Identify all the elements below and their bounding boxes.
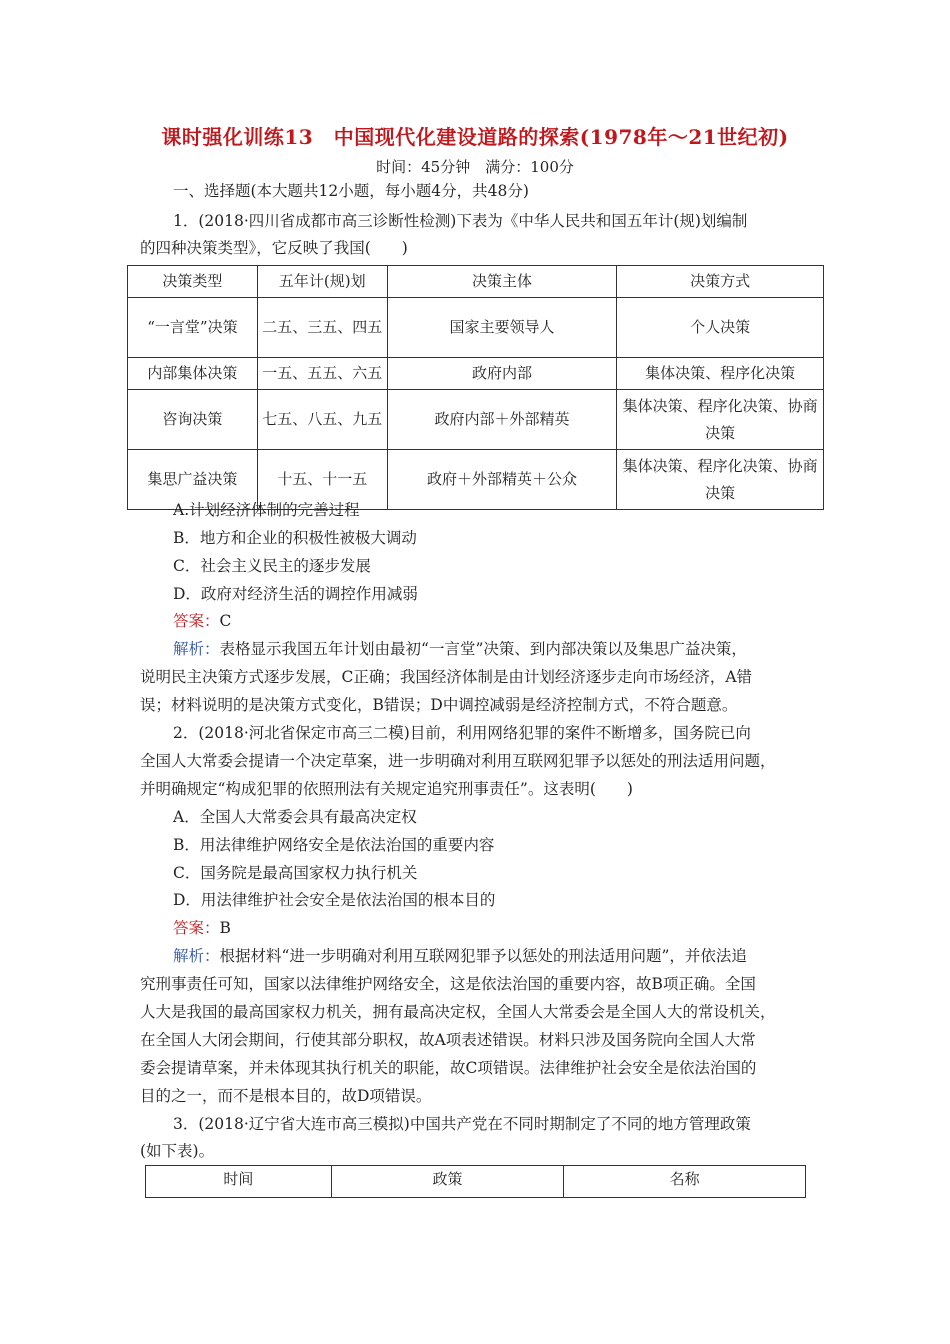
q1-option-b: B．地方和企业的积极性被极大调动: [173, 529, 417, 547]
table-cell: “一言堂”决策: [128, 298, 258, 358]
q2-answer: [173, 918, 231, 938]
table-cell: 政府＋外部精英＋公众: [387, 450, 617, 510]
table-cell: 内部集体决策: [128, 358, 258, 390]
q1-stem-line1: 1．(2018·四川省成都市高三诊断性检测)下表为《中华人民共和国五年计(规)划编制: [173, 212, 748, 230]
q3-policy-table: [145, 1165, 806, 1198]
section-heading: 一、选择题(本大题共12小题，每小题4分，共48分): [173, 182, 529, 200]
q2-option-c: C．国务院是最高国家权力执行机关: [173, 864, 418, 882]
table-header-cell: 决策主体: [387, 266, 617, 298]
table-cell: 集体决策、程序化决策: [617, 358, 824, 390]
q2-stem-line2: 全国人大常委会提请一个决定草案，进一步明确对利用互联网犯罪予以惩处的刑法适用问题，: [140, 752, 776, 770]
answer-value: B: [219, 919, 231, 937]
exam-meta: 时间：45分钟 满分：100分: [376, 158, 574, 176]
answer-label: 答案：: [173, 612, 220, 630]
q2-option-a: A．全国人大常委会具有最高决定权: [173, 808, 417, 826]
table-cell: 政府内部: [387, 358, 617, 390]
explanation-label: 解析：: [173, 640, 220, 658]
table-cell: 集体决策、程序化决策、协商决策: [617, 390, 824, 450]
q1-decision-table: [127, 265, 824, 510]
table-header-cell: 名称: [564, 1166, 806, 1198]
table-header-row: [146, 1166, 806, 1198]
q2-stem-line3: 并明确规定“构成犯罪的依照刑法有关规定追究刑事责任”。这表明( ): [140, 780, 633, 798]
q1-explanation-line3: 误；材料说明的是决策方式变化，B错误；D中调控减弱是经济控制方式，不符合题意。: [140, 696, 738, 714]
explanation-label: 解析：: [173, 947, 220, 965]
table-header-cell: 决策方式: [617, 266, 824, 298]
table-row: [128, 358, 824, 390]
table-cell: 二五、三五、四五: [257, 298, 387, 358]
q1-stem-line2: 的四种决策类型》，它反映了我国( ): [140, 239, 408, 257]
table-header-cell: 时间: [146, 1166, 332, 1198]
q2-explanation-line1: [173, 946, 747, 966]
q1-option-a: A.计划经济体制的完善过程: [173, 501, 360, 519]
table-cell: 集思广益决策: [128, 450, 258, 510]
answer-label: 答案：: [173, 919, 220, 937]
q2-explanation-line5: 委会提请草案，并未体现其执行机关的职能，故C项错误。法律维护社会安全是依法治国的: [140, 1059, 757, 1077]
table-cell: 咨询决策: [128, 390, 258, 450]
table-cell: 集体决策、程序化决策、协商决策: [617, 450, 824, 510]
q2-explanation-line2: 究刑事责任可知，国家以法律维护网络安全，这是依法治国的重要内容，故B项正确。全国: [140, 975, 756, 993]
q2-explanation-line3: 人大是我国的最高国家权力机关，拥有最高决定权，全国人大常委会是全国人大的常设机关，: [140, 1003, 776, 1021]
q2-option-b: B．用法律维护网络安全是依法治国的重要内容: [173, 836, 495, 854]
explanation-text: 根据材料“进一步明确对利用互联网犯罪予以惩处的刑法适用问题”，并依法追: [219, 947, 747, 965]
table-cell: 一五、五五、六五: [257, 358, 387, 390]
q1-answer: [173, 611, 231, 631]
answer-value: C: [219, 612, 232, 630]
q2-explanation-line4: 在全国人大闭会期间，行使其部分职权，故A项表述错误。材料只涉及国务院向全国人大常: [140, 1031, 756, 1049]
table-cell: 政府内部＋外部精英: [387, 390, 617, 450]
q1-option-c: C．社会主义民主的逐步发展: [173, 557, 371, 575]
table-header-cell: 五年计(规)划: [257, 266, 387, 298]
q2-stem-line1: 2．(2018·河北省保定市高三二模)目前，利用网络犯罪的案件不断增多，国务院已向: [173, 724, 751, 742]
q3-stem-line1: 3．(2018·辽宁省大连市高三模拟)中国共产党在不同时期制定了不同的地方管理政策: [173, 1115, 751, 1133]
page-title: 课时强化训练13 中国现代化建设道路的探索(1978年～21世纪初): [161, 125, 789, 149]
table-header-cell: 决策类型: [128, 266, 258, 298]
q2-option-d: D．用法律维护社会安全是依法治国的根本目的: [173, 891, 496, 909]
q2-explanation-line6: 目的之一，而不是根本目的，故D项错误。: [140, 1087, 432, 1105]
q1-explanation-line2: 说明民主决策方式逐步发展，C正确；我国经济体制是由计划经济逐步走向市场经济，A错: [140, 668, 753, 686]
table-cell: 七五、八五、九五: [257, 390, 387, 450]
table-header-row: [128, 266, 824, 298]
table-cell: 国家主要领导人: [387, 298, 617, 358]
table-row: [128, 390, 824, 450]
table-cell: 个人决策: [617, 298, 824, 358]
q3-stem-line2: (如下表)。: [140, 1142, 215, 1160]
table-cell: 十五、十一五: [257, 450, 387, 510]
table-row: [128, 298, 824, 358]
q1-option-d: D．政府对经济生活的调控作用减弱: [173, 585, 418, 603]
explanation-text: 表格显示我国五年计划由最初“一言堂”决策、到内部决策以及集思广益决策，: [219, 640, 747, 658]
q1-explanation-line1: [173, 639, 747, 659]
table-header-cell: 政策: [331, 1166, 564, 1198]
